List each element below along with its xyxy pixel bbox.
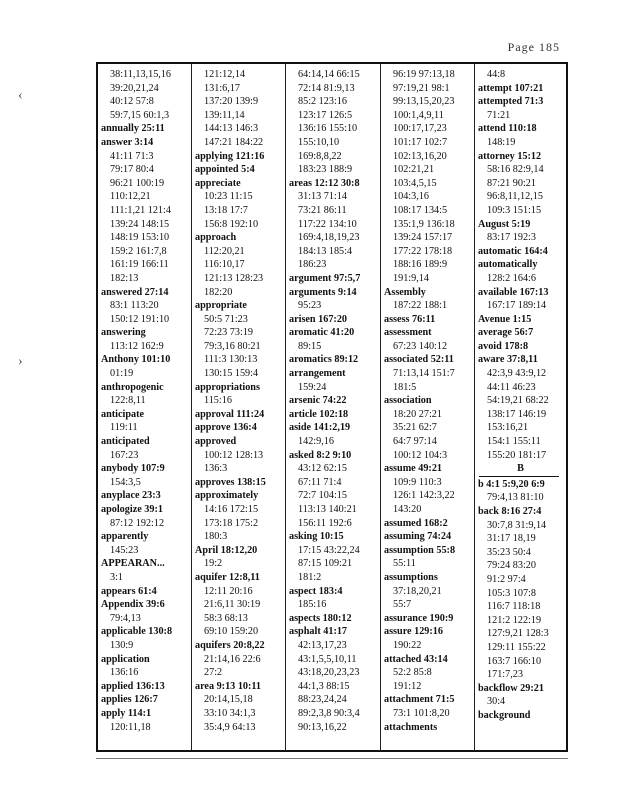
- index-term: areas 12:12 30:8: [289, 177, 360, 189]
- page-references: 90:13,16,22: [298, 721, 347, 733]
- index-term: arsenic 74:22: [289, 395, 347, 407]
- page-references: 42:3,9 43:9,12: [487, 368, 547, 380]
- index-term: average 56:7: [478, 327, 534, 339]
- index-term: aromatic 41:20: [289, 327, 355, 339]
- page-references: 111:3 130:13: [204, 354, 258, 366]
- page-references: 99:13,15,20,23: [393, 96, 455, 108]
- page-references: 91:2 97:4: [487, 573, 526, 585]
- page-references: 96:8,11,12,15: [487, 191, 543, 203]
- index-term: available 167:13: [478, 286, 549, 298]
- page-references: 96:19 97:13,18: [393, 69, 455, 80]
- page-references: 186:23: [298, 259, 327, 271]
- page-references: 42:13,17,23: [298, 639, 347, 651]
- page-references: 123:17 126:5: [298, 109, 353, 121]
- page-references: 117:22 134:10: [298, 218, 357, 230]
- column-divider: [380, 64, 381, 750]
- page-references: 43:12 62:15: [298, 463, 347, 475]
- index-term: anyplace 23:3: [101, 490, 161, 502]
- page-references: 41:11 71:3: [110, 150, 154, 162]
- index-term: associated 52:11: [384, 354, 454, 366]
- page-references: 64:14,14 66:15: [298, 69, 360, 80]
- page-references: 128:2 164:6: [487, 272, 536, 284]
- page-references: 127:9,21 128:3: [487, 628, 549, 640]
- index-term: apply 114:1: [101, 707, 152, 719]
- index-term: August 5:19: [478, 218, 531, 230]
- page-references: 73:21 86:11: [298, 204, 347, 216]
- page-references: 67:23 140:12: [393, 340, 448, 352]
- index-term: apparently: [101, 531, 149, 543]
- page-references: 111:1,21 121:4: [110, 204, 171, 216]
- index-term: arguments 9:14: [289, 286, 357, 298]
- index-term: applied 136:13: [101, 680, 165, 692]
- page-references: 155:10,10: [298, 136, 340, 148]
- page-references: 121:2 122:19: [487, 614, 542, 626]
- page-references: 173:18 175:2: [204, 517, 259, 529]
- index-term: appreciate: [195, 177, 241, 189]
- page-references: 13:18 17:7: [204, 204, 248, 216]
- page-references: 100:12 128:13: [204, 449, 264, 461]
- page-references: 85:2 123:16: [298, 96, 347, 108]
- page-references: 169:8,8,22: [298, 150, 342, 162]
- page-references: 71:13,14 151:7: [393, 368, 455, 380]
- page-references: 83:1 113:20: [110, 300, 159, 312]
- page-references: 89:15: [298, 340, 322, 352]
- page-references: 159:24: [298, 381, 327, 393]
- index-term: asked 8:2 9:10: [289, 449, 352, 461]
- page-references: 154:1 155:11: [487, 436, 541, 448]
- page-references: 120:11,18: [110, 721, 151, 733]
- page-references: 67:11 71:4: [298, 476, 342, 488]
- column-divider: [285, 64, 286, 750]
- page-references: 31:17 18,19: [487, 533, 536, 545]
- index-term: April 18:12,20: [195, 544, 258, 556]
- index-term: aromatics 89:12: [289, 354, 359, 366]
- page-references: 71:21: [487, 109, 511, 121]
- page-references: 35:23 50:4: [487, 546, 531, 558]
- page-references: 73:1 101:8,20: [393, 707, 450, 719]
- page-references: 129:11 155:22: [487, 641, 546, 653]
- index-term: attachment 71:5: [384, 694, 455, 706]
- page-references: 30:7,8 31:9,14: [487, 519, 547, 531]
- page-references: 121:12,14: [204, 69, 246, 80]
- index-term: assuming 74:24: [384, 531, 452, 543]
- page-references: 113:12 162:9: [110, 340, 164, 352]
- index-term: answer 3:14: [101, 136, 154, 148]
- page-references: 187:22 188:1: [393, 300, 448, 312]
- page-references: 148:19 153:10: [110, 232, 170, 244]
- column-divider: [474, 64, 475, 750]
- page-references: 139:11,14: [204, 109, 245, 121]
- index-term: assurance 190:9: [384, 612, 454, 624]
- page-references: 50:5 71:23: [204, 313, 248, 325]
- page-references: 33:10 34:1,3: [204, 707, 256, 719]
- page-references: 116:10,17: [204, 259, 245, 271]
- page-references: 183:23 188:9: [298, 164, 353, 176]
- footer-rule: [96, 758, 568, 759]
- page-references: 55:11: [393, 558, 416, 570]
- page-references: 27:2: [204, 667, 223, 679]
- index-term: arisen 167:20: [289, 313, 348, 325]
- page-references: 59:7,15 60:1,3: [110, 109, 170, 121]
- page-references: 104:3,16: [393, 191, 429, 203]
- page-references: 135:1,9 136:18: [393, 218, 455, 230]
- page-references: 35:4,9 64:13: [204, 721, 256, 733]
- page-references: 139:24 157:17: [393, 232, 453, 244]
- page-references: 18:20 27:21: [393, 408, 442, 420]
- index-term: Assembly: [384, 286, 426, 298]
- page-references: 113:13 140:21: [298, 504, 357, 515]
- index-term: avoid 178:8: [478, 340, 529, 352]
- page-references: 150:12 191:10: [110, 313, 170, 325]
- index-term: applicable 130:8: [101, 626, 173, 638]
- page-references: 54:19,21 68:22: [487, 395, 549, 407]
- page-references: 21:14,16 22:6: [204, 653, 261, 665]
- page-references: 87:12 192:12: [110, 517, 165, 529]
- index-term: Appendix 39:6: [101, 599, 165, 611]
- page-number: Page 185: [507, 40, 560, 54]
- page-references: 108:17 134:5: [393, 204, 448, 216]
- index-term: anticipated: [101, 436, 150, 448]
- index-term: assess 76:11: [384, 313, 436, 325]
- page-references: 147:21 184:22: [204, 136, 264, 148]
- index-term: annually 25:11: [101, 123, 165, 135]
- page-references: 37:18,20,21: [393, 585, 442, 597]
- page-references: 142:9,16: [298, 436, 334, 448]
- page-references: 156:11 192:6: [298, 517, 352, 529]
- page-references: 154:3,5: [110, 476, 141, 488]
- page-references: 109:9 110:3: [393, 476, 442, 488]
- index-term: Avenue 1:15: [478, 313, 532, 325]
- page-references: 112:20,21: [204, 245, 245, 257]
- index-term: aware 37:8,11: [478, 354, 538, 366]
- page-references: 64:7 97:14: [393, 436, 437, 448]
- index-column-3: [286, 68, 381, 750]
- index-term: assumptions: [384, 571, 438, 583]
- index-term: appears 61:4: [101, 585, 157, 597]
- page-references: 131:6,17: [204, 82, 240, 94]
- index-term: backflow 29:21: [478, 682, 544, 694]
- index-term: aquifer 12:8,11: [195, 571, 260, 583]
- index-term: asphalt 41:17: [289, 626, 348, 638]
- index-term: anybody 107:9: [101, 463, 165, 475]
- index-term: answering: [101, 327, 146, 339]
- page-references: 184:13 185:4: [298, 245, 353, 257]
- page-references: 44:8: [487, 69, 506, 80]
- page-references: 55:7: [393, 599, 412, 611]
- section-letter: B: [479, 462, 559, 477]
- page-references: 121:13 128:23: [204, 272, 264, 284]
- page-references: 79:4,13 81:10: [487, 492, 544, 504]
- margin-mark: ›: [18, 354, 23, 369]
- page-references: 180:3: [204, 531, 228, 543]
- page-references: 79:4,13: [110, 612, 141, 624]
- index-term: attached 43:14: [384, 653, 448, 665]
- index-column-2: [192, 68, 286, 750]
- page-references: 96:21 100:19: [110, 177, 165, 189]
- page-references: 14:16 172:15: [204, 504, 259, 515]
- page-references: 105:3 107:8: [487, 587, 536, 599]
- index-term: approve 136:4: [195, 422, 257, 434]
- page-references: 181:5: [393, 381, 417, 393]
- page-references: 161:19 166:11: [110, 259, 169, 271]
- page-references: 191:12: [393, 680, 422, 692]
- index-term: APPEARAN...: [101, 558, 165, 570]
- index-term: answered 27:14: [101, 286, 169, 298]
- page-references: 155:20 181:17: [487, 449, 547, 461]
- index-column-4: [381, 68, 475, 750]
- index-term: assure 129:16: [384, 626, 443, 638]
- page-references: 101:17 102:7: [393, 136, 448, 148]
- page-references: 153:16,21: [487, 422, 529, 434]
- index-column-5: [475, 68, 569, 750]
- index-term: attachments: [384, 721, 438, 733]
- page-references: 10:23 11:15: [204, 191, 253, 203]
- index-term: argument 97:5,7: [289, 272, 361, 284]
- page-references: 01:19: [110, 368, 134, 380]
- page-references: 72:23 73:19: [204, 327, 253, 339]
- column-divider: [191, 64, 192, 750]
- index-term: assumed 168:2: [384, 517, 448, 529]
- page-references: 159:2 161:7,8: [110, 245, 167, 257]
- page-references: 20:14,15,18: [204, 694, 253, 706]
- index-term: appropriations: [195, 381, 260, 393]
- page-references: 145:23: [110, 544, 139, 556]
- page-references: 40:12 57:8: [110, 96, 154, 108]
- page-references: 19:2: [204, 558, 223, 570]
- page-references: 188:16 189:9: [393, 259, 448, 271]
- index-term: applies 126:7: [101, 694, 158, 706]
- page-references: 44:11 46:23: [487, 381, 536, 393]
- index-term: anticipate: [101, 408, 145, 420]
- page-references: 88:23,24,24: [298, 694, 347, 706]
- index-term: automatic 164:4: [478, 245, 548, 257]
- page-references: 72:7 104:15: [298, 490, 347, 502]
- index-term: attempted 71:3: [478, 96, 544, 108]
- page-references: 31:13 71:14: [298, 191, 347, 203]
- index-term: applying 121:16: [195, 150, 265, 162]
- index-term: approval 111:24: [195, 408, 265, 420]
- page-references: 185:16: [298, 599, 327, 611]
- page-references: 115:16: [204, 395, 232, 407]
- page-references: 116:7 118:18: [487, 601, 541, 613]
- page-references: 12:11 20:16: [204, 585, 253, 597]
- index-term: aside 141:2,19: [289, 422, 351, 434]
- page-references: 182:13: [110, 272, 139, 284]
- page-references: 119:11: [110, 422, 138, 434]
- page-references: 148:19: [487, 136, 516, 148]
- page-references: 52:2 85:8: [393, 667, 432, 679]
- index-term: asking 10:15: [289, 531, 344, 543]
- index-term: assessment: [384, 327, 432, 339]
- page-references: 89:2,3,8 90:3,4: [298, 707, 360, 719]
- page-references: 79:3,16 80:21: [204, 340, 261, 352]
- page-references: 100:12 104:3: [393, 449, 448, 461]
- page-references: 139:24 148:15: [110, 218, 170, 230]
- index-term: background: [478, 709, 531, 721]
- index-term: attend 110:18: [478, 123, 537, 135]
- page-references: 95:23: [298, 300, 322, 312]
- margin-mark: ‹: [18, 88, 23, 103]
- page-references: 181:2: [298, 571, 322, 583]
- page-references: 130:9: [110, 639, 134, 651]
- page-references: 43:18,20,23,23: [298, 667, 360, 679]
- page-references: 163:7 166:10: [487, 655, 542, 667]
- page-references: 72:14 81:9,13: [298, 82, 355, 94]
- page-references: 122:8,11: [110, 395, 146, 407]
- page-references: 103:4,5,15: [393, 177, 437, 189]
- page-references: 58:16 82:9,14: [487, 164, 544, 176]
- page-references: 130:15 159:4: [204, 368, 259, 380]
- index-term: approach: [195, 232, 237, 244]
- page-references: 69:10 159:20: [204, 626, 259, 638]
- page-references: 79:24 83:20: [487, 560, 536, 572]
- index-term: anthropogenic: [101, 381, 164, 393]
- index-term: approved: [195, 436, 237, 448]
- page-references: 191:9,14: [393, 272, 429, 284]
- page-references: 79:17 80:4: [110, 164, 154, 176]
- index-term: automatically: [478, 259, 538, 271]
- page-references: 39:20,21,24: [110, 82, 159, 94]
- index-term: appropriate: [195, 300, 247, 312]
- index-term: aspect 183:4: [289, 585, 343, 597]
- index-term: attempt 107:21: [478, 82, 544, 94]
- index-term: back 8:16 27:4: [478, 506, 542, 517]
- index-term: assumption 55:8: [384, 544, 456, 556]
- page-references: 100:1,4,9,11: [393, 109, 444, 121]
- page-references: 3:1: [110, 571, 124, 583]
- index-term: apologize 39:1: [101, 504, 163, 515]
- index-term: attorney 15:12: [478, 150, 542, 162]
- index-term: arrangement: [289, 368, 346, 380]
- page-references: 35:21 62:7: [393, 422, 437, 434]
- index-frame: [96, 62, 568, 752]
- page-references: 167:17 189:14: [487, 300, 547, 312]
- page-references: 136:3: [204, 463, 228, 475]
- page-references: 58:3 68:13: [204, 612, 248, 624]
- page-references: 144:13 146:3: [204, 123, 259, 135]
- index-term: aquifers 20:8,22: [195, 639, 265, 651]
- index-term: b 4:1 5:9,20 6:9: [478, 478, 545, 490]
- page-references: 87:15 109:21: [298, 558, 353, 570]
- page-references: 171:7,23: [487, 669, 523, 681]
- page-references: 126:1 142:3,22: [393, 490, 455, 502]
- page-references: 30:4: [487, 696, 506, 708]
- page-references: 169:4,18,19,23: [298, 232, 360, 244]
- page-references: 136:16: [110, 667, 139, 679]
- index-term: area 9:13 10:11: [195, 680, 262, 692]
- index-column-1: [98, 68, 192, 750]
- index-term: Anthony 101:10: [101, 354, 171, 366]
- page-references: 102:21,21: [393, 164, 435, 176]
- page-references: 38:11,13,15,16: [110, 69, 172, 80]
- index-term: aspects 180:12: [289, 612, 352, 624]
- page-references: 100:17,17,23: [393, 123, 447, 135]
- page-references: 143:20: [393, 504, 422, 515]
- page-references: 177:22 178:18: [393, 245, 453, 257]
- page-references: 156:8 192:10: [204, 218, 259, 230]
- page-references: 167:23: [110, 449, 139, 461]
- page-references: 138:17 146:19: [487, 408, 547, 420]
- page-references: 102:13,16,20: [393, 150, 447, 162]
- page-references: 109:3 151:15: [487, 204, 542, 216]
- page-references: 17:15 43:22,24: [298, 544, 360, 556]
- page-references: 182:20: [204, 286, 233, 298]
- page-references: 87:21 90:21: [487, 177, 536, 189]
- page-references: 190:22: [393, 639, 422, 651]
- index-term: application: [101, 653, 150, 665]
- page-references: 97:19,21 98:1: [393, 82, 450, 94]
- index-term: approximately: [195, 490, 259, 502]
- page-references: 43:1,5,5,10,11: [298, 653, 357, 665]
- page-references: 136:16 155:10: [298, 123, 358, 135]
- page-references: 21:6,11 30:19: [204, 599, 261, 611]
- index-term: approves 138:15: [195, 476, 266, 488]
- index-term: association: [384, 395, 432, 407]
- page-references: 44:1,3 88:15: [298, 680, 350, 692]
- page-references: 137:20 139:9: [204, 96, 259, 108]
- index-term: assume 49:21: [384, 463, 443, 475]
- index-term: appointed 5:4: [195, 164, 255, 176]
- page-references: 110:12,21: [110, 191, 151, 203]
- index-term: article 102:18: [289, 408, 349, 420]
- page-references: 83:17 192:3: [487, 232, 536, 244]
